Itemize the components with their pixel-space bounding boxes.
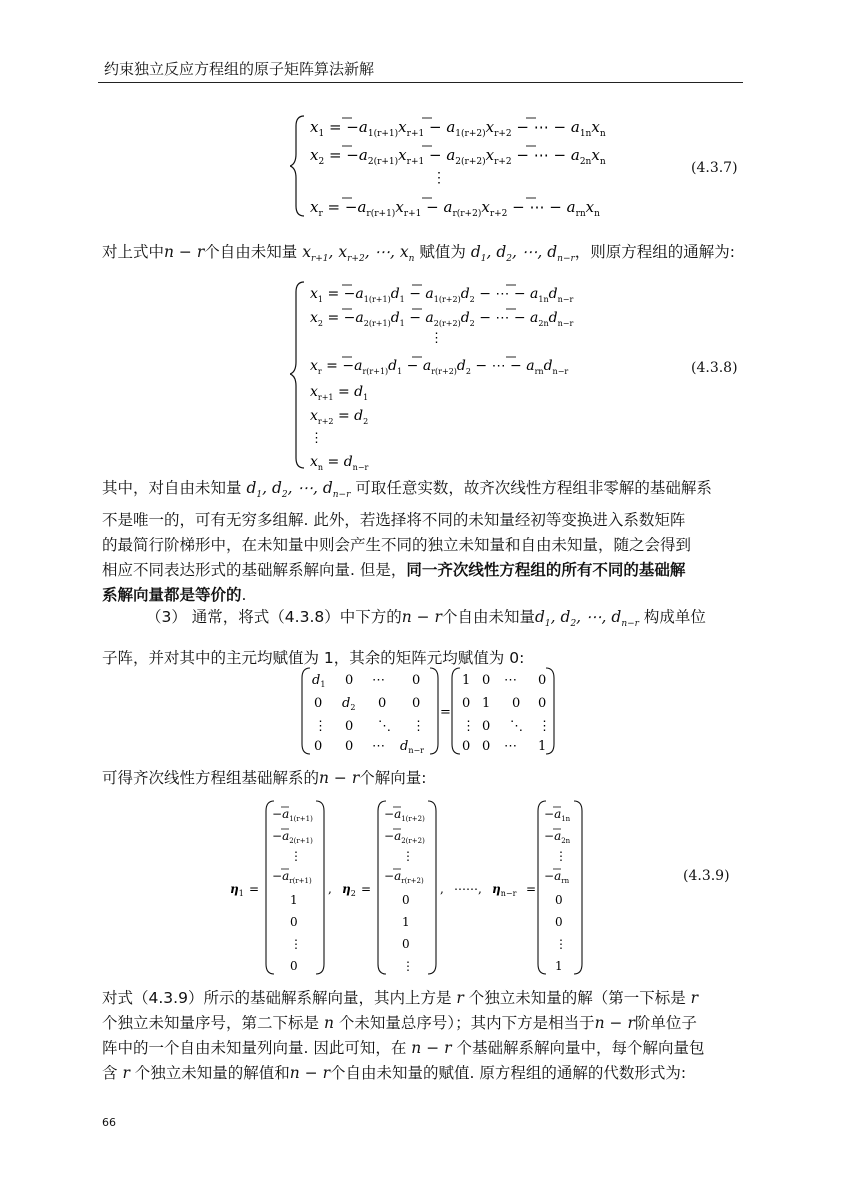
text-span: 构成单位 bbox=[643, 608, 706, 626]
svg-text:⋮: ⋮ bbox=[402, 849, 414, 863]
svg-text:−a1(r+2): $-a_{1(r+2)}$ bbox=[384, 807, 425, 823]
math-span: n − r bbox=[406, 1039, 457, 1057]
text-span: 个独立未知量的解值和 bbox=[134, 1064, 290, 1082]
text-span: 个自由未知量的赋值. 原方程组的通解的代数形式为: bbox=[330, 1064, 687, 1082]
svg-text:η2: $\eta_2$ bbox=[342, 882, 356, 898]
text-line: 不是唯一的，可有无穷多组解. 此外，若选择将不同的未知量经初等变换进入系数矩阵 bbox=[102, 511, 686, 530]
svg-text:xn = dn−r: $x_n = d_{n-r}$ bbox=[310, 454, 369, 472]
svg-text:xr = −ar(r+1)d1 − ar(r+2)d2 −: $x_r = -a_{r(r+1)}d_1 - a_{r(r+2)}d_2$ − ⋯ − $a_{rn}d_{n-r}$ bbox=[310, 358, 569, 376]
svg-text:0: 0 bbox=[378, 696, 387, 711]
svg-text:−ar(r+1): $-a_{r(r+1)}$ bbox=[272, 869, 312, 885]
math-span: $d_1$, $d_2$, ⋯, $d_{n-r}$ bbox=[534, 608, 639, 630]
svg-text:1: 1 bbox=[555, 959, 563, 973]
text-span: ，则原方程组的通解为: bbox=[574, 243, 736, 261]
text-line bbox=[102, 558, 742, 583]
unit-matrix-equation bbox=[300, 664, 560, 758]
svg-text:0: 0 bbox=[402, 893, 410, 907]
svg-text:⋯⋯,: ⋯⋯, bbox=[454, 882, 482, 896]
equation-number-4-3-8: (4.3.8) bbox=[691, 360, 738, 376]
svg-text:=: = bbox=[440, 705, 451, 720]
svg-text:0: 0 bbox=[314, 696, 323, 711]
svg-text:−a1n: $-a_{1n}$ bbox=[544, 807, 571, 823]
text-span: 个自由未知量 bbox=[441, 608, 535, 626]
svg-text:=: = bbox=[526, 882, 537, 896]
page-number: 66 bbox=[102, 1116, 116, 1129]
text-span: 对上式中 bbox=[102, 243, 165, 261]
bold-span: 同一齐次线性方程组的所有不同的基础解 bbox=[406, 561, 686, 580]
svg-text:1: 1 bbox=[290, 893, 298, 907]
text-line bbox=[102, 1011, 742, 1036]
svg-text:⋱: ⋱ bbox=[378, 719, 391, 734]
text-span: 可得齐次线性方程组基础解系的 bbox=[102, 769, 320, 787]
svg-text:⋮: ⋮ bbox=[430, 331, 443, 346]
paragraph-vector-explanation bbox=[102, 986, 742, 1086]
text-span: 个解向量: bbox=[359, 769, 427, 787]
svg-text:1: 1 bbox=[482, 696, 491, 711]
svg-text:0: 0 bbox=[314, 739, 323, 754]
svg-text:−a2(r+2): $-a_{2(r+2)}$ bbox=[384, 829, 425, 845]
svg-text:⋮: ⋮ bbox=[432, 170, 446, 186]
math-span: r bbox=[685, 989, 699, 1007]
math-span: $d_1$, $d_2$, ⋯, $d_{n-r}$ bbox=[241, 479, 351, 501]
text-span: 赋值为 bbox=[419, 243, 466, 261]
paragraph-free-unknowns bbox=[102, 240, 742, 272]
svg-text:0: 0 bbox=[412, 696, 421, 711]
math-span: r bbox=[451, 989, 469, 1007]
svg-text:η1: $\eta_1$ bbox=[230, 882, 244, 898]
text-span: 个基础解系解向量中，每个解向量包 bbox=[456, 1039, 705, 1057]
svg-text:x2 = −a2(r+1)xr+1 − a2(r+2)xr+: $x_2 = -a_{2(r+1)}x_{r+1} - a_{2(r+2)}x_{r+2}$ − ⋯ − $a_{2n}x_n$ bbox=[310, 146, 606, 167]
svg-text:0: 0 bbox=[462, 696, 471, 711]
svg-text:⋮: ⋮ bbox=[290, 849, 302, 863]
text-span: 阶单位子 bbox=[634, 1014, 697, 1032]
math-span: $x_{r+1}$, $x_{r+2}$, ⋯, $x_n$ bbox=[297, 243, 415, 265]
svg-text:x1 = −a1(r+1)xr+1 − a1(r+2)xr+: $x_1 = -a_{1(r+1)}x_{r+1} - a_{1(r+2)}x_{r+2}$ − ⋯ − $a_{1n}x_n$ bbox=[310, 118, 606, 139]
text-span: 个未知量总序号）；其内下方是相当于 bbox=[338, 1014, 595, 1032]
text-span: 含 bbox=[102, 1064, 118, 1082]
svg-text:0: 0 bbox=[345, 719, 354, 734]
svg-text:1: 1 bbox=[538, 739, 547, 754]
svg-text:0: 0 bbox=[345, 739, 354, 754]
text-line: 的最简行阶梯形中，在未知量中则会产生不同的独立未知量和自由未知量，随之会得到 bbox=[102, 536, 692, 555]
svg-text:0: 0 bbox=[482, 719, 491, 734]
svg-text:0: 0 bbox=[555, 915, 563, 929]
svg-text:−ar(r+2): $-a_{r(r+2)}$ bbox=[384, 869, 424, 885]
svg-text:0: 0 bbox=[512, 696, 521, 711]
text-span: 相应不同表达形式的基础解系解向量. 但是， bbox=[102, 561, 407, 580]
math-span: $d_1$, $d_2$, ⋯, $d_{n-r}$ bbox=[465, 243, 575, 265]
text-span: 个自由未知量 bbox=[204, 243, 298, 261]
paragraph-solution-vectors-intro bbox=[102, 766, 742, 791]
svg-text:⋯: ⋯ bbox=[372, 739, 385, 754]
math-span: n − r bbox=[319, 769, 360, 787]
svg-text:0: 0 bbox=[345, 673, 354, 688]
svg-text:0: 0 bbox=[482, 673, 491, 688]
svg-text:⋯: ⋯ bbox=[372, 673, 385, 688]
svg-text:−a2(r+1): $-a_{2(r+1)}$ bbox=[272, 829, 313, 845]
text-span: 个独立未知量的解（第一下标是 bbox=[468, 989, 686, 1007]
text-span: 阵中的一个自由未知量列向量. 因此可知，在 bbox=[102, 1039, 407, 1057]
text-line bbox=[102, 476, 742, 508]
svg-text:⋮: ⋮ bbox=[555, 849, 567, 863]
text-span: （3） 通常，将式（4.3.8）中下方的 bbox=[146, 608, 402, 626]
svg-text:−arn: $-a_{rn}$ bbox=[544, 869, 570, 885]
math-span: n − r bbox=[164, 243, 205, 261]
svg-text:=: = bbox=[361, 882, 372, 896]
text-span: 可取任意实数，故齐次线性方程组非零解的基础解系 bbox=[355, 479, 712, 497]
equation-4-3-9 bbox=[228, 798, 588, 978]
svg-text:x2 = −a2(r+1)d1 − a2(r+2)d2 −: $x_2 = -a_{2(r+1)}d_1 - a_{2(r+2)}d_2$ − ⋯ − $a_{2n}d_{n-r}$ bbox=[310, 310, 574, 328]
svg-text:d2: $d_2$ bbox=[342, 696, 356, 712]
svg-text:,: , bbox=[328, 882, 332, 896]
running-header: 约束独立反应方程组的原子矩阵算法新解 bbox=[104, 60, 375, 78]
math-span: n − r bbox=[289, 1064, 331, 1082]
svg-text:x1 = −a1(r+1)d1 − a1(r+2)d2 −: $x_1 = -a_{1(r+1)}d_1 - a_{1(r+2)}d_2$ − ⋯ − $a_{1n}d_{n-r}$ bbox=[310, 286, 574, 304]
math-span: r bbox=[117, 1064, 135, 1082]
equation-4-3-7 bbox=[290, 110, 610, 225]
svg-text:1: 1 bbox=[402, 915, 410, 929]
math-span: n − r bbox=[401, 608, 442, 626]
svg-text:xr+1 = d1: $x_{r+1} = d_1$ bbox=[310, 384, 369, 402]
svg-text:⋯: ⋯ bbox=[504, 673, 517, 688]
math-span: n bbox=[319, 1014, 339, 1032]
svg-text:⋮: ⋮ bbox=[412, 719, 425, 734]
svg-text:0: 0 bbox=[538, 673, 547, 688]
svg-text:⋮: ⋮ bbox=[310, 431, 323, 446]
svg-text:xr = −ar(r+1)xr+1 − ar(r+2)xr+: $x_r = -a_{r(r+1)}x_{r+1} - a_{r(r+2)}x_{r+2}$ − ⋯ − $a_{rn}x_n$ bbox=[310, 198, 600, 219]
bold-span: 系解向量都是等价的 bbox=[102, 586, 242, 605]
svg-text:⋮: ⋮ bbox=[314, 719, 327, 734]
svg-text:xr+2 = d2: $x_{r+2} = d_2$ bbox=[310, 408, 369, 426]
text-line bbox=[102, 600, 742, 641]
svg-text:,: , bbox=[440, 882, 444, 896]
text-line bbox=[102, 986, 742, 1011]
svg-text:1: 1 bbox=[462, 673, 471, 688]
svg-text:=: = bbox=[249, 882, 260, 896]
paragraph-general-solution-note bbox=[102, 476, 742, 608]
svg-text:0: 0 bbox=[482, 739, 491, 754]
svg-text:⋱: ⋱ bbox=[510, 719, 523, 734]
svg-text:−a2n: $-a_{2n}$ bbox=[544, 829, 571, 845]
svg-text:0: 0 bbox=[538, 696, 547, 711]
svg-text:⋮: ⋮ bbox=[402, 959, 414, 973]
svg-text:0: 0 bbox=[290, 915, 298, 929]
svg-text:d1: $d_1$ bbox=[312, 673, 326, 689]
header-rule bbox=[98, 82, 743, 83]
svg-text:⋮: ⋮ bbox=[290, 937, 302, 951]
equation-4-3-8 bbox=[290, 278, 610, 474]
text-span: . bbox=[241, 586, 247, 605]
svg-text:ηn−r: $\eta_{n-r}$ bbox=[492, 882, 517, 898]
text-span: 个独立未知量序号，第二下标是 bbox=[102, 1014, 320, 1032]
text-span: 其中，对自由未知量 bbox=[102, 479, 242, 497]
equation-number-4-3-9: (4.3.9) bbox=[683, 868, 730, 884]
svg-text:⋮: ⋮ bbox=[462, 719, 475, 734]
svg-text:⋮: ⋮ bbox=[555, 937, 567, 951]
svg-text:0: 0 bbox=[462, 739, 471, 754]
svg-text:⋮: ⋮ bbox=[538, 719, 551, 734]
text-line: 子阵，并对其中的主元均赋值为 1，其余的矩阵元均赋值为 0: bbox=[102, 649, 525, 668]
svg-text:0: 0 bbox=[555, 893, 563, 907]
text-span: 对式（4.3.9）所示的基础解系解向量，其内上方是 bbox=[102, 989, 452, 1007]
svg-text:dn−r: $d_{n-r}$ bbox=[400, 739, 425, 755]
text-line bbox=[102, 1061, 742, 1086]
svg-text:⋯: ⋯ bbox=[504, 739, 517, 754]
math-span: n − r bbox=[594, 1014, 635, 1032]
text-line bbox=[102, 1036, 742, 1061]
svg-text:0: 0 bbox=[412, 673, 421, 688]
equation-number-4-3-7: (4.3.7) bbox=[691, 160, 738, 176]
svg-text:0: 0 bbox=[290, 959, 298, 973]
svg-text:−a1(r+1): $-a_{1(r+1)}$ bbox=[272, 807, 313, 823]
svg-text:0: 0 bbox=[402, 937, 410, 951]
